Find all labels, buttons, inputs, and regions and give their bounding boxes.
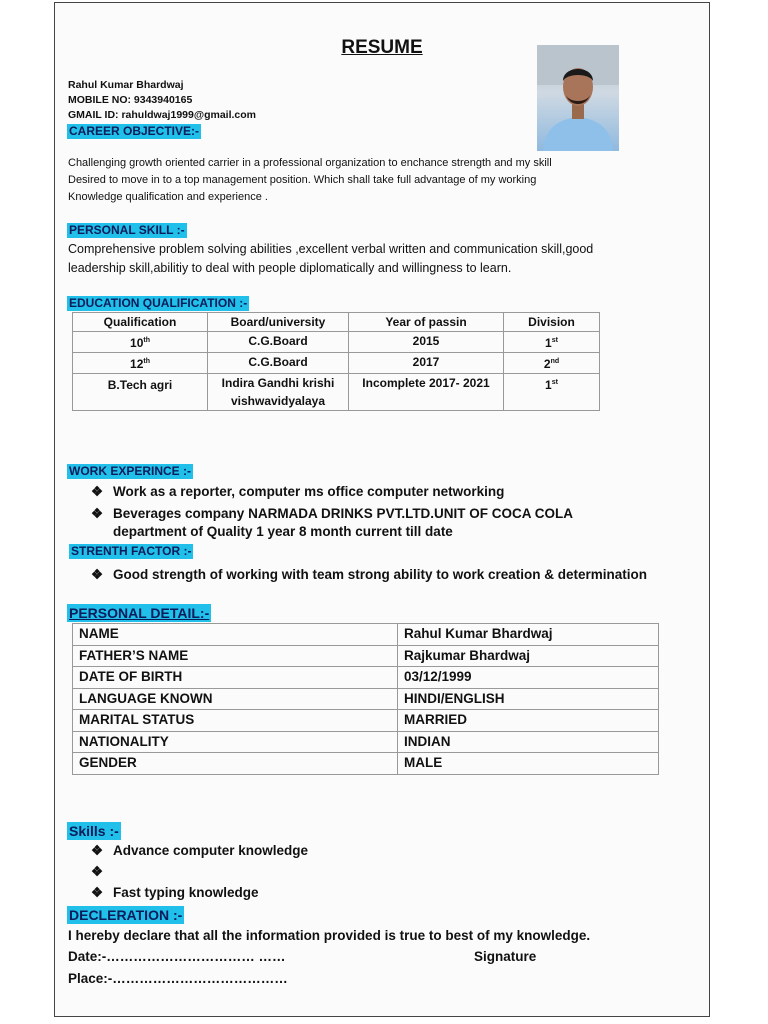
cell-board: C.G.Board [208, 353, 349, 374]
work-item: ❖ Work as a reporter, computer ms office computer networking [91, 484, 505, 499]
detail-label: MARITAL STATUS [73, 710, 398, 732]
education-header-row [73, 313, 600, 332]
skill-item: ❖ Advance computer knowledge [91, 843, 309, 858]
column-header-board: Board/university [208, 313, 349, 332]
detail-label: GENDER [73, 753, 398, 775]
bullet-icon: ❖ [91, 864, 104, 879]
personal-skill-line: leadership skill,abilitiy to deal with people diplomatically and willingness to learn. [68, 261, 512, 275]
table-row [73, 710, 659, 732]
table-row [73, 667, 659, 689]
table-row [73, 753, 659, 775]
detail-value: INDIAN [398, 731, 659, 753]
personal-skill-heading: PERSONAL SKILL :- [69, 223, 185, 237]
bullet-icon: ❖ [91, 484, 104, 499]
table-row [73, 645, 659, 667]
table-row [73, 374, 600, 411]
detail-label: FATHER’S NAME [73, 645, 398, 667]
table-row [73, 332, 600, 353]
bullet-icon: ❖ [91, 843, 104, 858]
work-experience-heading: WORK EXPERINCE :- [69, 464, 192, 478]
strength-heading: STRENTH FACTOR :- [71, 544, 192, 558]
table-row [73, 688, 659, 710]
cell-year: 2017 [349, 353, 504, 374]
career-objective-heading: CAREER OBJECTIVE:- [69, 124, 200, 138]
skill-item [91, 864, 113, 880]
profile-photo [537, 45, 619, 151]
cell-board: C.G.Board [208, 332, 349, 353]
detail-value: MARRIED [398, 710, 659, 732]
career-objective-line: Knowledge qualification and experience . [68, 191, 268, 203]
detail-value: 03/12/1999 [398, 667, 659, 689]
cell-qualification: 10th [73, 332, 208, 353]
table-row [73, 353, 600, 374]
bullet-icon: ❖ [91, 506, 104, 521]
column-header-year: Year of passin [349, 313, 504, 332]
detail-label: NATIONALITY [73, 731, 398, 753]
cell-year: 2015 [349, 332, 504, 353]
declaration-place: Place:-………………………………… [68, 971, 288, 986]
contact-name: Rahul Kumar Bhardwaj [68, 79, 184, 91]
bullet-icon: ❖ [91, 567, 104, 582]
table-row [73, 731, 659, 753]
detail-label: NAME [73, 624, 398, 646]
bullet-icon: ❖ [91, 885, 104, 900]
personal-skill-line: Comprehensive problem solving abilities ,excellent verbal written and communication skill,good [68, 242, 594, 256]
cell-division: 2nd [504, 353, 600, 374]
education-table [72, 312, 600, 411]
work-item-continuation: department of Quality 1 year 8 month current till date [113, 524, 453, 539]
contact-mobile: MOBILE NO: 9343940165 [68, 94, 193, 106]
resume-title: RESUME [341, 37, 423, 58]
column-header-qualification: Qualification [73, 313, 208, 332]
declaration-heading: DECLERATION :- [69, 907, 183, 923]
contact-email: GMAIL ID: rahuldwaj1999@gmail.com [68, 109, 257, 121]
work-item: ❖ Beverages company NARMADA DRINKS PVT.LTD.UNIT OF COCA COLA [91, 506, 574, 521]
cell-qualification: 12th [73, 353, 208, 374]
signature-label: Signature [474, 949, 537, 964]
cell-division: 1st [504, 332, 600, 353]
personal-detail-heading: PERSONAL DETAIL:- [69, 605, 210, 621]
strength-item: ❖ Good strength of working with team strong ability to work creation & determination [91, 567, 648, 582]
cell-qualification: B.Tech agri [73, 374, 208, 411]
detail-value: MALE [398, 753, 659, 775]
detail-value: Rahul Kumar Bhardwaj [398, 624, 659, 646]
education-heading: EDUCATION QUALIFICATION :- [69, 296, 248, 310]
resume-page [54, 2, 710, 1017]
declaration-text: I hereby declare that all the information provided is true to best of my knowledge. [68, 928, 591, 943]
career-objective-line: Challenging growth oriented carrier in a professional organization to enchance strength and my skill [68, 157, 552, 169]
column-header-division: Division [504, 313, 600, 332]
declaration-date: Date:-…………………………… …… [68, 949, 286, 964]
cell-year: Incomplete 2017- 2021 [349, 374, 504, 411]
career-objective-line: Desired to move in to a top management position. Which shall take full advantage of my working [68, 174, 537, 186]
skill-item: ❖ Fast typing knowledge [91, 885, 259, 900]
detail-label: LANGUAGE KNOWN [73, 688, 398, 710]
table-row [73, 624, 659, 646]
detail-label: DATE OF BIRTH [73, 667, 398, 689]
detail-value: HINDI/ENGLISH [398, 688, 659, 710]
cell-board: Indira Gandhi krishi vishwavidyalaya [208, 374, 349, 411]
skills-heading: Skills :- [69, 823, 119, 839]
cell-division: 1st [504, 374, 600, 411]
personal-detail-table [72, 623, 659, 775]
detail-value: Rajkumar Bhardwaj [398, 645, 659, 667]
